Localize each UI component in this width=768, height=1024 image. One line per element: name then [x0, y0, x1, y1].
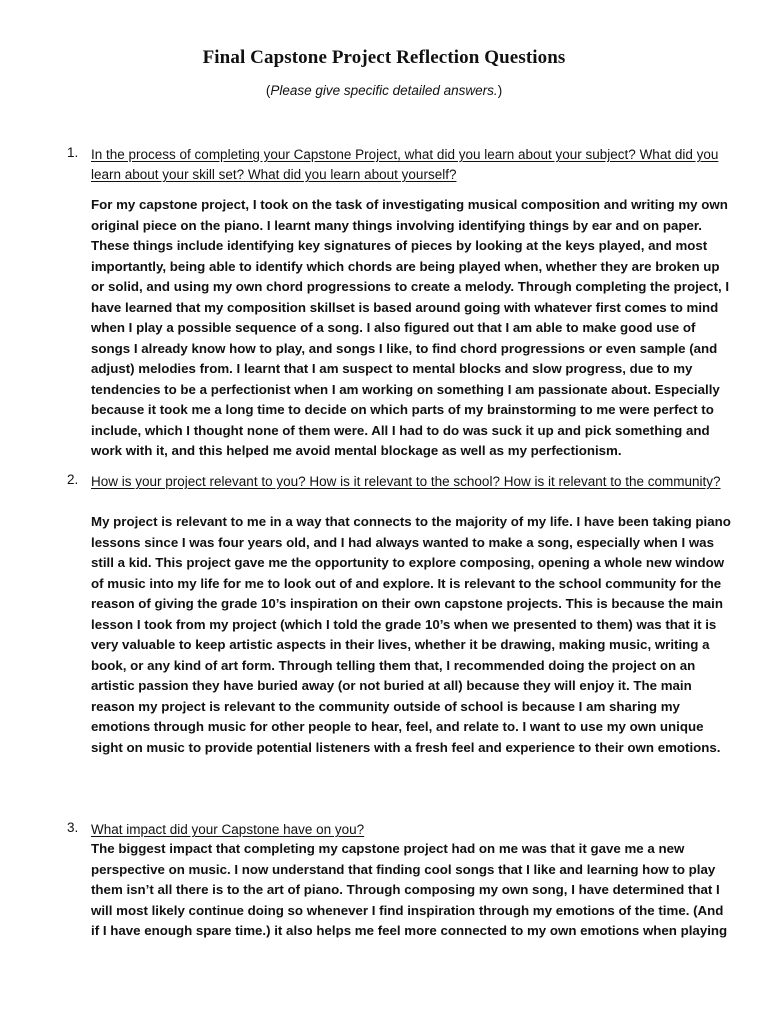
subtitle-open-paren: ( [265, 83, 271, 98]
subtitle-close-paren: ) [497, 83, 503, 98]
question-text-2: How is your project relevant to you? How is it relevant to the school? How is it relevant to the community? [91, 474, 721, 489]
answer-text-2: My project is relevant to me in a way that connects to the majority of my life. I have been taking piano lessons since I was four years old, and I had always wanted to make a song, especially when I was still a kid. This project gave me the opportunity to explore composing, opening a whole new window of music into my life for me to look out of and explore. It is relevant to the school community for the reason of giving the grade 10’s inspiration on their own capstone projects. This is because the main lesson I took from my project (which I told the grade 10’s when we presented to them) was that it is very valuable to keep artistic aspects in their lives, whether it be drawing, making music, writing a book, or any kind of art form. Through telling them that, I recommended doing the project on an artistic passion they have buried away (or not buried at all) because they will enjoy it. The main reason my project is relevant to the community outside of school is because I am sharing my emotions through music for other people to hear, feel, and relate to. I want to use my own unique sight on music to provide potential listeners with a fresh feel and experience to their own emotions. [91, 514, 731, 755]
question-text-1: In the process of completing your Capstone Project, what did you learn about your subject? What did you learn about your skill set? What did you learn about yourself? [91, 147, 719, 182]
question-number-3: 3. [67, 820, 79, 835]
question-text-3: What impact did your Capstone have on you? [91, 822, 365, 837]
question-number-2: 2. [67, 472, 79, 487]
subtitle-instruction: Please give specific detailed answers. [270, 83, 498, 98]
answer-text-1: For my capstone project, I took on the task of investigating musical composition and writing my own original piece on the piano. I learnt many things involving identifying things by ear and on paper. These things include identifying key signatures of pieces by looking at the keys played, and most importantly, being able to identify which chords are being played when, whether they are broken up or solid, and using my own chord progressions to create a melody. Through completing the project, I have learned that my composition skillset is based around going with whatever first comes to mind when I play a possible sequence of a song. I also figured out that I am able to make good use of songs I already know how to play, and songs I like, to find chord progressions or even sample (and adjust) melodies from. I learnt that I am suspect to mental blocks and slow progress, due to my tendencies to be a perfectionist when I am working on something I am passionate about. Especially because it took me a long time to decide on which parts of my brainstorming to me were perfect to include, which I thought none of them were. All I had to do was suck it up and pick something and work with it, and this helped me avoid mental blockage as well as my perfectionism. [91, 197, 730, 458]
question-number-1: 1. [67, 145, 79, 160]
document-title: Final Capstone Project Reflection Questions [202, 47, 566, 68]
answer-text-3: The biggest impact that completing my capstone project had on me was that it gave me a new perspective on music. I now understand that finding cool songs that I like and learning how to play them isn’t all there is to the art of piano. Through composing my own song, I have determined that I will most likely continue doing so whenever I find inspiration through my emotions of the time. (And if I have enough spare time.) it also helps me feel more connected to my own emotions when playing [91, 841, 728, 938]
document-subtitle [0, 83, 768, 98]
